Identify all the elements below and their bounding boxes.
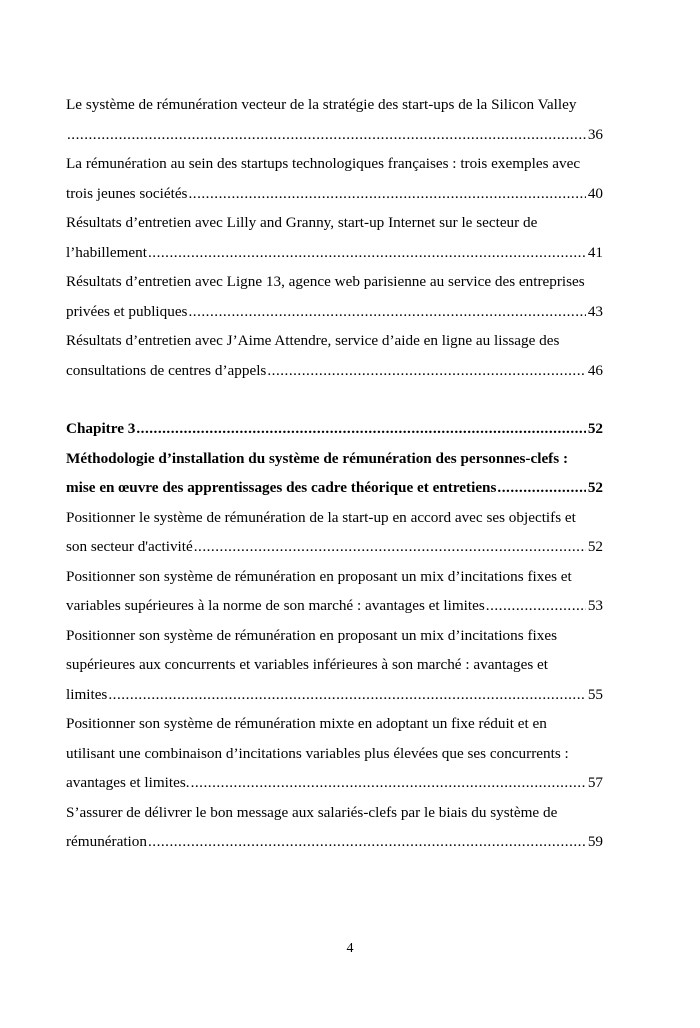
dot-leader xyxy=(188,179,585,209)
toc-entry-leader-line xyxy=(66,473,603,503)
dot-leader xyxy=(267,356,585,386)
toc-entry-page: 52 xyxy=(587,479,603,496)
toc-entry-leader-line xyxy=(66,591,603,621)
toc-entry-leader-line xyxy=(66,827,603,857)
toc-entry-page: 53 xyxy=(587,597,603,614)
toc-entry-title: mise en œuvre des apprentissages des cadre théorique et entretiens xyxy=(66,479,497,496)
toc-entry[interactable] xyxy=(66,326,603,385)
toc-entry-text-line: Positionner son système de rémunération en proposant un mix d’incitations fixes et xyxy=(66,567,572,585)
toc-entry-leader-line xyxy=(66,297,603,327)
toc-entry[interactable] xyxy=(66,503,603,562)
toc-entry[interactable] xyxy=(66,149,603,208)
dot-leader xyxy=(486,591,586,621)
toc-heading-entry[interactable] xyxy=(66,414,603,444)
toc-entry-page: 43 xyxy=(587,302,603,320)
dot-leader xyxy=(67,120,586,150)
toc-entry-leader-line xyxy=(66,680,603,710)
toc-entry-page: 52 xyxy=(587,538,603,555)
toc-entry-title: son secteur d'activité xyxy=(66,538,193,555)
dot-leader xyxy=(497,473,585,503)
toc-entry-title: trois jeunes sociétés xyxy=(66,184,188,202)
toc-entry-title: consultations de centres d’appels xyxy=(66,361,267,379)
toc-entry-title: avantages et limites. xyxy=(66,774,190,791)
toc-entry-text-line: Le système de rémunération vecteur de la stratégie des start-ups de la Silicon Valley xyxy=(66,96,577,113)
toc-entry-leader-line xyxy=(66,238,603,268)
toc-entry-leader-line xyxy=(66,179,603,209)
toc-entry-text-line: S’assurer de délivrer le bon message aux salariés-clefs par le biais du système de xyxy=(66,803,558,821)
toc-entry[interactable] xyxy=(66,90,603,149)
toc-entry-text-line: Positionner son système de rémunération en proposant un mix d’incitations fixes xyxy=(66,626,557,644)
toc-entry-text-line: Résultats d’entretien avec Lilly and Granny, start-up Internet sur le secteur de xyxy=(66,214,538,231)
toc-entry[interactable] xyxy=(66,621,603,710)
toc-entry-text-line: supérieures aux concurrents et variables inférieures à son marché : avantages et xyxy=(66,656,548,673)
toc-heading-entry[interactable] xyxy=(66,444,603,503)
toc-entry-page: 59 xyxy=(587,833,603,850)
dot-leader xyxy=(148,827,586,857)
toc-entry-page: 57 xyxy=(587,774,603,791)
toc-entry-page: 36 xyxy=(587,125,603,143)
toc-entry[interactable] xyxy=(66,208,603,267)
toc-entry-page: 40 xyxy=(587,184,603,202)
toc-entry[interactable] xyxy=(66,798,603,857)
toc-entry-text-line: utilisant une combinaison d’incitations variables plus élevées que ses concurrents : xyxy=(66,744,569,762)
toc-entry-page: 52 xyxy=(587,420,603,437)
toc-entry-leader-line xyxy=(66,768,603,798)
toc-entry-leader-line xyxy=(66,414,603,444)
toc-entry-leader-line xyxy=(66,532,603,562)
toc-entry[interactable] xyxy=(66,562,603,621)
toc-entry-leader-line xyxy=(66,356,603,386)
toc-entry-text-line: Positionner son système de rémunération mixte en adoptant un fixe réduit et en xyxy=(66,715,547,732)
toc-entry[interactable] xyxy=(66,267,603,326)
toc-entry-title: Chapitre 3 xyxy=(66,420,136,437)
toc-entry[interactable] xyxy=(66,709,603,798)
toc-entry-title: limites xyxy=(66,685,108,703)
toc-entry-title: rémunération xyxy=(66,833,147,850)
table-of-contents xyxy=(66,90,603,857)
page-number: 4 xyxy=(346,941,354,956)
dot-leader xyxy=(188,297,585,327)
toc-entry-page: 46 xyxy=(587,361,603,379)
toc-entry-text-line: Résultats d’entretien avec J’Aime Attendre, service d’aide en ligne au lissage des xyxy=(66,332,560,349)
section-spacer xyxy=(66,385,603,414)
toc-entry-text-line: Méthodologie d’installation du système de rémunération des personnes-clefs : xyxy=(66,449,569,467)
toc-entry-text-line: Résultats d’entretien avec Ligne 13, agence web parisienne au service des entreprises xyxy=(66,273,585,290)
dot-leader xyxy=(194,532,586,562)
toc-entry-text-line: La rémunération au sein des startups technologiques françaises : trois exemples avec xyxy=(66,155,581,172)
toc-entry-text-line: Positionner le système de rémunération de la start-up en accord avec ses objectifs et xyxy=(66,508,576,526)
dot-leader xyxy=(108,680,585,710)
toc-entry-title: l’habillement xyxy=(66,243,147,261)
toc-entry-page: 55 xyxy=(587,685,603,703)
toc-entry-title: privées et publiques xyxy=(66,302,188,320)
dot-leader xyxy=(148,238,586,268)
toc-entry-page: 41 xyxy=(587,243,603,261)
dot-leader xyxy=(191,768,586,798)
dot-leader xyxy=(136,414,585,444)
toc-entry-title: variables supérieures à la norme de son marché : avantages et limites xyxy=(66,597,485,614)
toc-entry-leader-line xyxy=(66,120,603,150)
